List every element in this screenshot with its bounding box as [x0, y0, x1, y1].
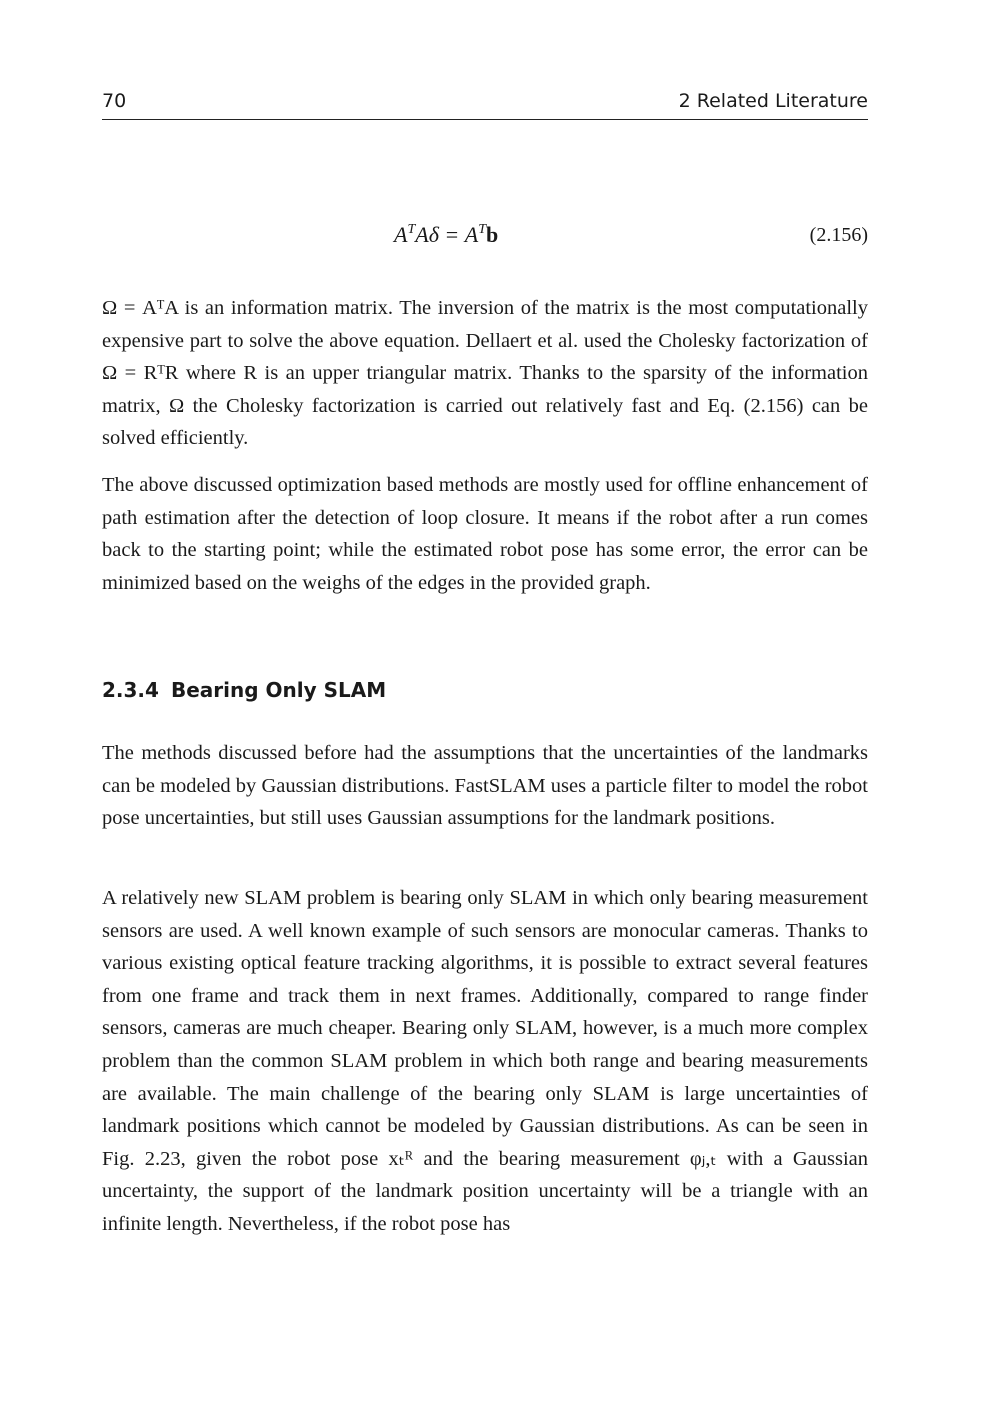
paragraph-optimization-methods: The above discussed optimization based methods are mostly used for offline enhancement of path estimation after the detection of loop closure. It means if the robot after a run comes back to the starting point; while the estimated robot pose has some error, the error can be minimized based on the weighs of the edges in the provided graph.	[102, 474, 868, 594]
equation-body: $A^TA\delta = A^Tb$	[394, 222, 499, 247]
paragraph-bearing-only-slam: A relatively new SLAM problem is bearing only SLAM in which only bearing measurement sensors are used. A well known example of such sensors are monocular cameras. Thanks to various existing optical feature tracking algorithms, it is possible to extract several features from one frame and track them in next frames. Additionally, compared to range finder sensors, cameras are much cheaper. Bearing only SLAM, however, is a much more complex problem than the common SLAM problem in which both range and bearing measurements are available. The main challenge of the bearing only SLAM is large uncertainties of landmark positions which cannot be modeled by Gaussian distributions. As can be seen in Fig. 2.23, given the robot pose xₜᴿ and the bearing measurement φⱼ,ₜ with a Gaussian uncertainty, the support of the landmark position uncertainty will be a triangle with an infinite length. Nevertheless, if the robot pose has	[102, 887, 868, 1235]
equation-number: (2.156)	[809, 224, 868, 246]
paragraph-gaussian-assumptions: The methods discussed before had the assumptions that the uncertainties of the landmarks can be modeled by Gaussian distributions. FastSLAM uses a particle filter to model the robot pose uncertainties, but still uses Gaussian assumptions for the landmark positions.	[102, 742, 868, 830]
chapter-title: 2 Related Literature	[678, 90, 868, 112]
running-header	[102, 88, 868, 120]
page-number: 70	[102, 90, 127, 112]
section-number: 2.3.4	[102, 678, 159, 702]
equation-2-156	[102, 222, 868, 256]
paragraph-information-matrix: Ω = AᵀA is an information matrix. The inversion of the matrix is the most computationally expensive part to solve the above equation. Dellaert et al. used the Cholesky factorization of Ω = RᵀR where R is an upper triangular matrix. Thanks to the sparsity of the information matrix, Ω the Cholesky factorization is carried out relatively fast and Eq. (2.156) can be solved efficiently.	[102, 297, 868, 450]
section-title: Bearing Only SLAM	[170, 678, 387, 702]
section-heading	[102, 678, 868, 702]
